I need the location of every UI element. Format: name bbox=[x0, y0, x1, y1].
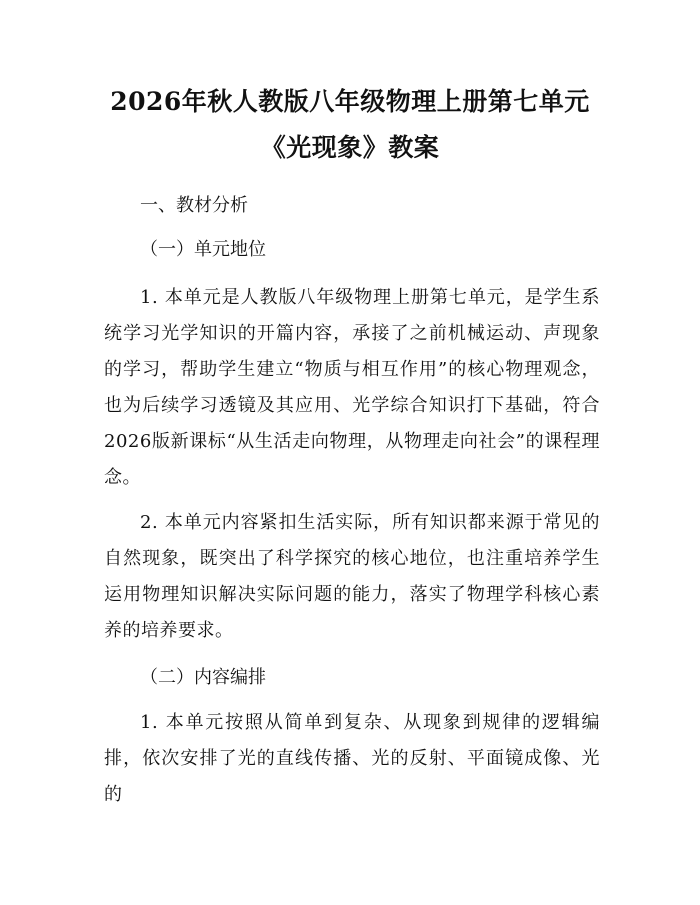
subsection-heading-unit-position: （一）单元地位 bbox=[140, 239, 266, 260]
subsection-heading-content-arrangement: （二）内容编排 bbox=[140, 667, 266, 688]
section-heading-analysis: 一、教材分析 bbox=[140, 195, 248, 216]
paragraph-content-arrangement-1: 1. 本单元按照从简单到复杂、从现象到规律的逻辑编排，依次安排了光的直线传播、光的反射、平面镜成像、光的 bbox=[104, 712, 600, 805]
paragraph-unit-position-2: 2. 本单元内容紧扣生活实际，所有知识都来源于常见的自然现象，既突出了科学探究的核心地位，也注重培养学生运用物理知识解决实际问题的能力，落实了物理学科核心素养的培养要求。 bbox=[104, 512, 600, 641]
document-title-line2: 《光现象》教案 bbox=[260, 133, 440, 162]
paragraph-unit-position-1: 1. 本单元是人教版八年级物理上册第七单元，是学生系统学习光学知识的开篇内容，承接了之前机械运动、声现象的学习，帮助学生建立“物质与相互作用”的核心物理观念，也为后续学习透镜及其应用、光学综合知识打下基础，符合2026版新课标“从生活走向物理，从物理走向社会”的课程理念。 bbox=[104, 287, 600, 488]
document-title-line1: 2026年秋人教版八年级物理上册第七单元 bbox=[110, 87, 590, 116]
